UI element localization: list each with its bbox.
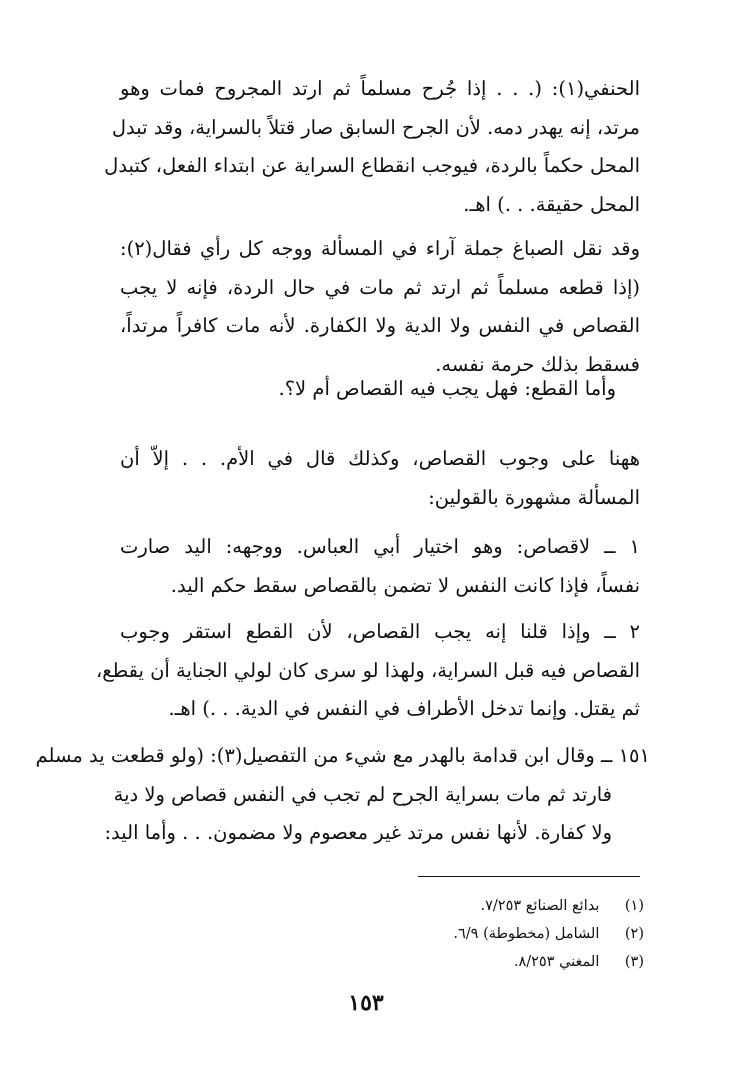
footnote-number: (٣)	[624, 954, 644, 970]
footnote-number: (١)	[624, 898, 644, 914]
text-line: مرتد، إنه يهدر دمه. لأن الجرح السابق صار قتلاً بالسراية، وقد تبدل	[111, 115, 640, 139]
text-line: القصاص في النفس ولا الدية ولا الكفارة. لأنه مات كافراً مرتداً،	[120, 314, 640, 337]
text-line: ١ ــ لاقصاص: وهو اختيار أبي العباس. ووجهه: اليد صارت	[120, 535, 640, 558]
paragraph-6	[95, 613, 640, 729]
text-line: الحنفي(١): (. . . إذا جُرح مسلماً ثم ارتد المجروح فمات وهو	[120, 77, 640, 100]
footnote-item	[244, 948, 644, 976]
text-line: المحل حقيقة. . .) اهـ.	[463, 192, 640, 216]
paragraph-5	[120, 528, 640, 605]
text-line: نفساً، فإذا كانت النفس لا تضمن بالقصاص سقط حكم اليد.	[170, 573, 640, 597]
footnote-text: بدائع الصنائع ٧/٢٥٣.	[480, 898, 600, 914]
footnote-item	[244, 892, 644, 920]
text-line: وقد نقل الصباغ جملة آراء في المسألة ووجه كل رأي فقال(٢):	[120, 237, 640, 260]
text-line: فسقط بذلك حرمة نفسه.	[435, 352, 640, 376]
footnote-number: (٢)	[624, 926, 644, 942]
page-number: ١٥٣	[348, 990, 384, 1016]
footnote-text: المغني ٨/٢٥٣.	[513, 954, 600, 970]
footnotes	[244, 892, 644, 976]
paragraph-2	[120, 230, 640, 384]
paragraph-3	[120, 370, 640, 409]
text-line: فارتد ثم مات بسراية الجرح لم تجب في النفس قصاص ولا دية	[113, 782, 612, 806]
text-line: ٢ ــ وإذا قلنا إنه يجب القصاص، لأن القطع استقر وجوب	[120, 620, 640, 643]
text-line: القصاص فيه قبل السراية، ولهذا لو سرى كان لولي الجناية أن يقطع،	[95, 658, 640, 682]
footnote-item	[244, 920, 644, 948]
text-line: ههنا على وجوب القصاص، وكذلك قال في الأم. . . إلاّ أن	[120, 447, 640, 470]
text-line: المسألة مشهورة بالقولين:	[428, 485, 640, 509]
paragraph-151	[35, 737, 650, 853]
text-line: ولا كفارة. لأنها نفس مرتد غير معصوم ولا مضمون. . . وأما اليد:	[104, 821, 612, 844]
paragraph-1	[104, 70, 640, 224]
text-line: وأما القطع: فهل يجب فيه القصاص أم لا؟.	[278, 377, 616, 400]
text-line: ١٥١ ــ وقال ابن قدامة بالهدر مع شيء من التفصيل(٣): (ولو قطعت يد مسلم	[35, 744, 650, 767]
text-line: المحل حكماً بالردة، فيوجب انقطاع السراية عن ابتداء الفعل، كتبدل	[104, 154, 640, 177]
footnote-separator	[418, 876, 640, 877]
paragraph-4	[120, 440, 640, 517]
text-line: ثم يقتل. وإنما تدخل الأطراف في النفس في الدية. . .) اهـ.	[168, 697, 640, 720]
footnote-text: الشامل (مخطوطة) ٦/٩.	[453, 926, 600, 942]
text-line: (إذا قطعه مسلماً ثم ارتد ثم مات في حال الردة، فإنه لا يجب	[120, 275, 640, 299]
